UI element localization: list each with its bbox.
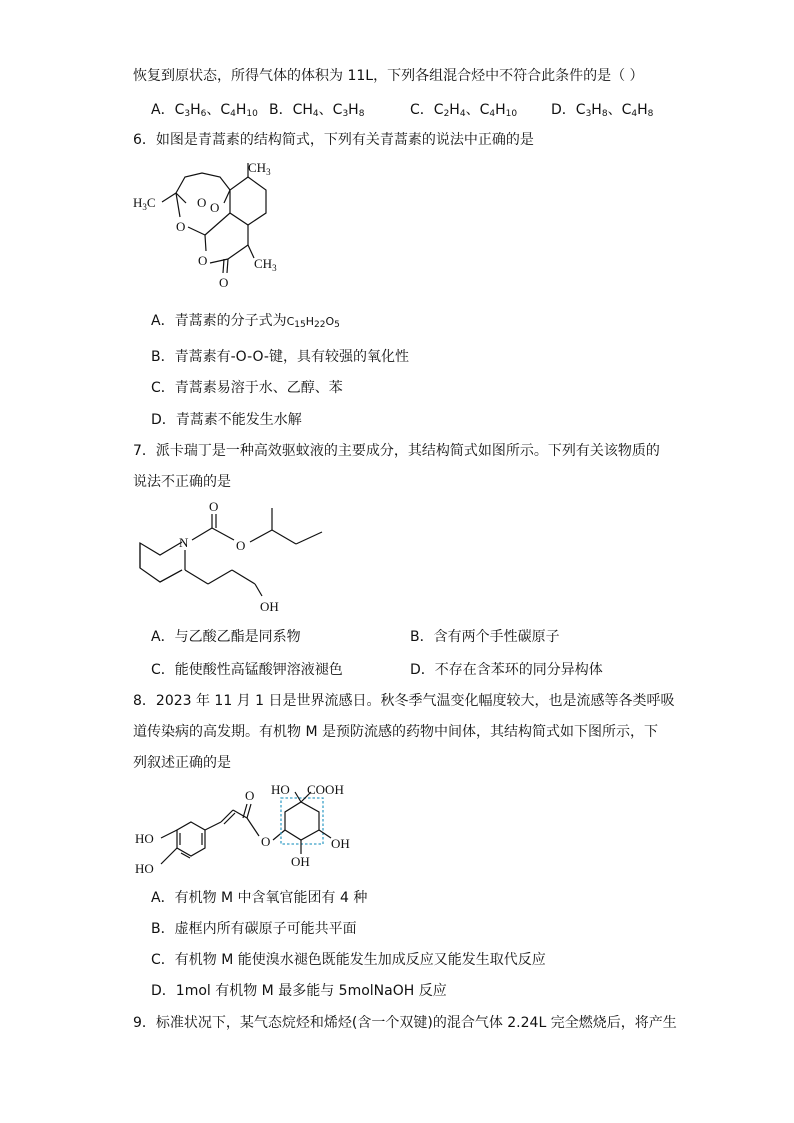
q5-option-a[interactable]: A．$C_3H_6$、$C_4H_{10}$: [151, 102, 258, 119]
carbonyl-oxygen: O: [245, 788, 255, 803]
q8-option-a[interactable]: A．有机物 M 中含氧官能团有 4 种: [151, 890, 368, 906]
q6-stem: 6．如图是青蒿素的结构简式，下列有关青蒿素的说法中正确的是: [133, 132, 534, 148]
nitrogen-label: N: [179, 535, 189, 550]
hydroxyl-bottom-label: OH: [291, 854, 310, 869]
hydroxyl-right-label: OH: [331, 836, 350, 851]
ring-oxygen-2: O: [210, 200, 220, 215]
q9-stem-line-1: 9．标准状况下，某气态烷烃和烯烃(含一个双键)的混合气体 2.24L 完全燃烧后，将产生: [133, 1015, 677, 1031]
ring-oxygen-4: O: [198, 253, 208, 268]
ring-oxygen-1: O: [197, 195, 207, 210]
q5-option-d[interactable]: D．$C_3H_8$、$C_4H_8$: [551, 102, 654, 119]
q6-option-b[interactable]: B．青蒿素有-O-O-键，具有较强的氧化性: [151, 349, 409, 365]
hydroxyl-ring-1: HO: [135, 831, 154, 846]
carbonyl-oxygen: O: [219, 275, 229, 290]
ring-oxygen-3: O: [176, 219, 186, 234]
q7-option-a[interactable]: A．与乙酸乙酯是同系物: [151, 629, 301, 645]
artemisinin-structure: [130, 155, 290, 295]
q7-option-d[interactable]: D．不存在含苯环的同分异构体: [410, 662, 603, 678]
q5-option-b[interactable]: B．$CH_4$、$C_3H_8$: [269, 102, 365, 119]
q5-stem-tail: 恢复到原状态，所得气体的体积为 11L，下列各组混合烃中不符合此条件的是（ ）: [133, 68, 644, 84]
picaridin-structure: [130, 500, 340, 620]
carboxyl-label: COOH: [307, 782, 344, 797]
hydroxyl-top-label: HO: [271, 782, 290, 797]
compound-m-structure: [133, 780, 373, 880]
q7-stem-line-1: 7．派卡瑞丁是一种高效驱蚊液的主要成分，其结构简式如图所示。下列有关该物质的: [133, 443, 660, 459]
ch3-top-label: $CH_3$: [248, 160, 271, 177]
carbonyl-oxygen: O: [209, 499, 219, 514]
hydroxyl-label: OH: [260, 599, 279, 614]
h3c-left-label: $H_3C$: [133, 195, 156, 212]
q8-option-b[interactable]: B．虚框内所有碳原子可能共平面: [151, 921, 357, 937]
q7-stem-line-2: 说法不正确的是: [133, 474, 231, 490]
q7-option-c[interactable]: C．能使酸性高锰酸钾溶液褪色: [151, 662, 343, 678]
q8-stem-line-2: 道传染病的高发期。有机物 M 是预防流感的药物中间体，其结构简式如下图所示，下: [133, 724, 658, 740]
ch3-right-label: $CH_3$: [254, 256, 277, 273]
q6-option-c[interactable]: C．青蒿素易溶于水、乙醇、苯: [151, 380, 343, 396]
q8-stem-line-1: 8．2023 年 11 月 1 日是世界流感日。秋冬季气温变化幅度较大，也是流感等各类呼吸: [133, 693, 675, 709]
q5-option-c[interactable]: C．$C_2H_4$、$C_4H_{10}$: [410, 102, 518, 119]
ester-oxygen: O: [236, 538, 246, 553]
q7-option-b[interactable]: B．含有两个手性碳原子: [410, 629, 560, 645]
q8-stem-line-3: 列叙述正确的是: [133, 755, 231, 771]
q8-option-d[interactable]: D．1mol 有机物 M 最多能与 5molNaOH 反应: [151, 983, 447, 999]
ester-oxygen: O: [261, 834, 271, 849]
q8-option-c[interactable]: C．有机物 M 能使溴水褪色既能发生加成反应又能发生取代反应: [151, 952, 546, 968]
q6-option-d[interactable]: D．青蒿素不能发生水解: [151, 412, 302, 428]
hydroxyl-ring-2: HO: [135, 861, 154, 876]
q6-option-a[interactable]: A．青蒿素的分子式为$C_{15}H_{22}O_5$: [151, 313, 340, 330]
